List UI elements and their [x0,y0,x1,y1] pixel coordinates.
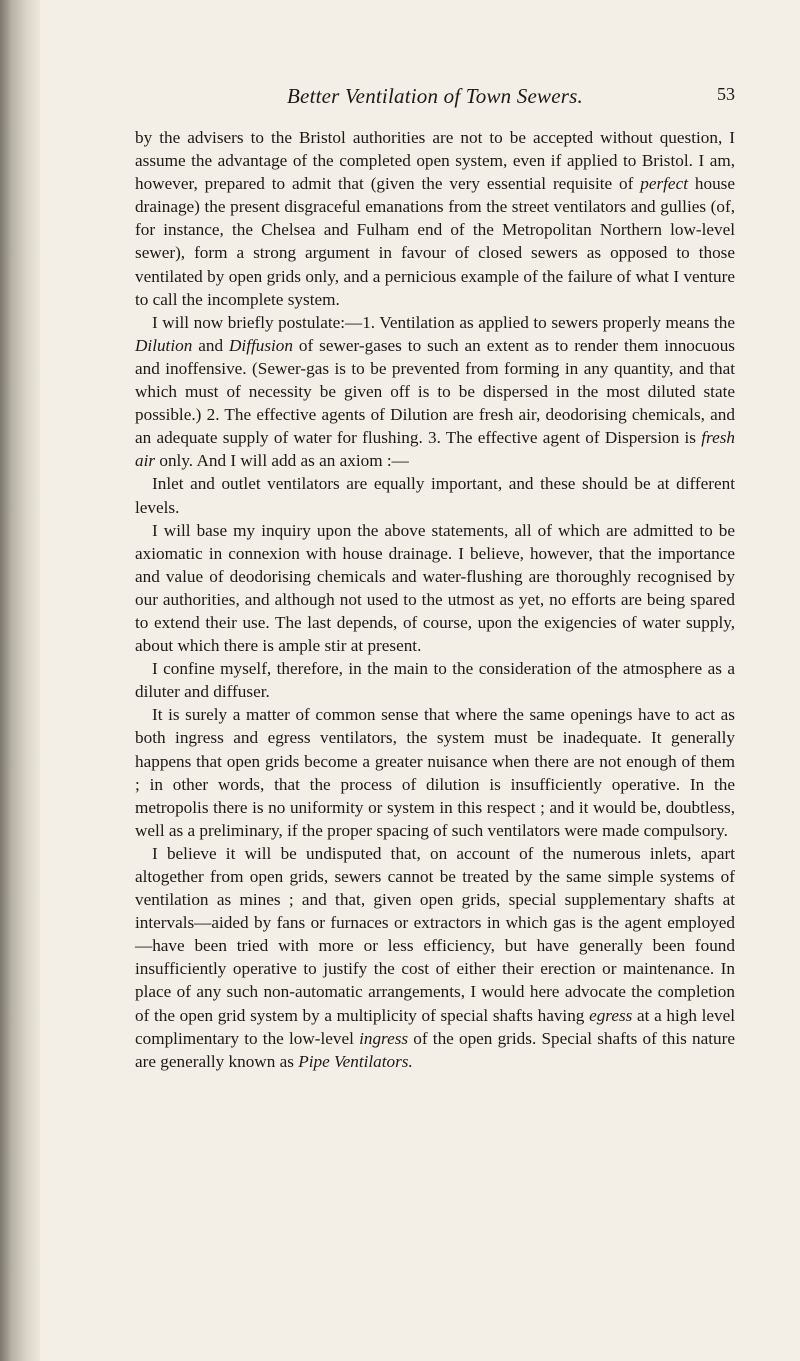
italic-term: perfect [640,174,688,194]
italic-term: Dilution [135,335,193,355]
text-segment: I believe it will be undisputed that, on account of the numerous inlets, apart altogether from open grids, sewers cannot be treated by the same simple systems of ventilation as mines ; and that, given open grids, special supplementary shafts at intervals—aided by fans or furnaces or extractors in which gas is the agent employed—have been tried with more or less efficiency, but have generally been found insufficiently operative to justify the cost of either their erection or maintenance. In place of any such non-automatic arrangements, I would here advocate the completion of the open grid system by a multiplicity of special shafts having [135,843,735,1025]
binding-gutter-shadow [0,0,40,1361]
italic-term: fresh air [135,428,735,471]
paragraph-5 [135,657,735,703]
italic-term: Diffusion [229,335,293,355]
text-segment: It is surely a matter of common sense that where the same openings have to act as both ingress and egress ventilators, the system must be inadequate. It generally happens that open grids become a greater nuisance when there are not enough of them ; in other words, that the process of dilution is insufficiently operative. In the metropolis there is no uniformity or system in this respect ; and it would be, doubtless, well as a preliminary, if the proper spacing of such ventilators were made compulsory. [135,705,735,840]
paragraph-2 [135,311,735,473]
paragraph-1 [135,126,735,311]
text-segment: at a high level complimentary to the low-level [135,1005,735,1048]
text-segment: and [192,335,229,355]
running-title: Better Ventilation of Town Sewers. [287,84,583,108]
text-segment: house drainage) the present disgraceful emanations from the street ventilators and gullies (of, for instance, the Chelsea and Fulham end of the Metropolitan Northern low-level sewer), form a strong argument in favour of closed sewers as opposed to those ventilated by open grids only, and a pernicious example of the failure of what I venture to call the incomplete system. [135,174,735,309]
book-page [135,84,735,1073]
italic-term: ingress [359,1028,409,1048]
paragraph-7 [135,842,735,1073]
text-segment: I will base my inquiry upon the above statements, all of which are admitted to be axiomatic in connexion with house drainage. I believe, however, that the importance and value of deodorising chemicals and water-flushing are thoroughly recognised by our authorities, and although not used to the utmost as yet, no efforts are being spared to extend their use. The last depends, of course, upon the exigencies of water supply, about which there is ample stir at present. [135,520,735,656]
paragraph-3 [135,472,735,518]
text-segment: Inlet and outlet ventilators are equally important, and these should be at different levels. [135,474,735,517]
text-segment: I confine myself, therefore, in the main to the consideration of the atmosphere as a diluter and diffuser. [135,659,735,702]
text-segment: I will now briefly postulate:—1. Ventilation as applied to sewers properly means the [152,312,735,332]
page-number: 53 [717,84,735,104]
paragraph-6 [135,703,735,842]
italic-term: Pipe Ventilators. [298,1051,413,1071]
text-segment: of sewer-gases to such an extent as to render them innocuous and inoffensive. (Sewer-gas is to be prevented from forming in any quantity, and that which must of necessity be given off is to be dispersed in the most diluted state possible.) 2. The effective agents of Dilution are fresh air, deodorising chemicals, and an adequate supply of water for flushing. 3. The effective agent of Dispersion is [135,335,735,448]
italic-term: egress [589,1005,633,1025]
text-segment: only. And I will add as an axiom :— [155,451,409,471]
body-text [135,126,735,1073]
running-head [135,84,735,114]
text-segment: of the open grids. Special shafts of this nature are generally known as [135,1028,735,1071]
text-segment: by the advisers to the Bristol authorities are not to be accepted without question, I assume the advantage of the completed open system, even if applied to Bristol. I am, however, prepared to admit that (given the very essential requisite of [135,128,735,194]
paragraph-4 [135,519,735,658]
